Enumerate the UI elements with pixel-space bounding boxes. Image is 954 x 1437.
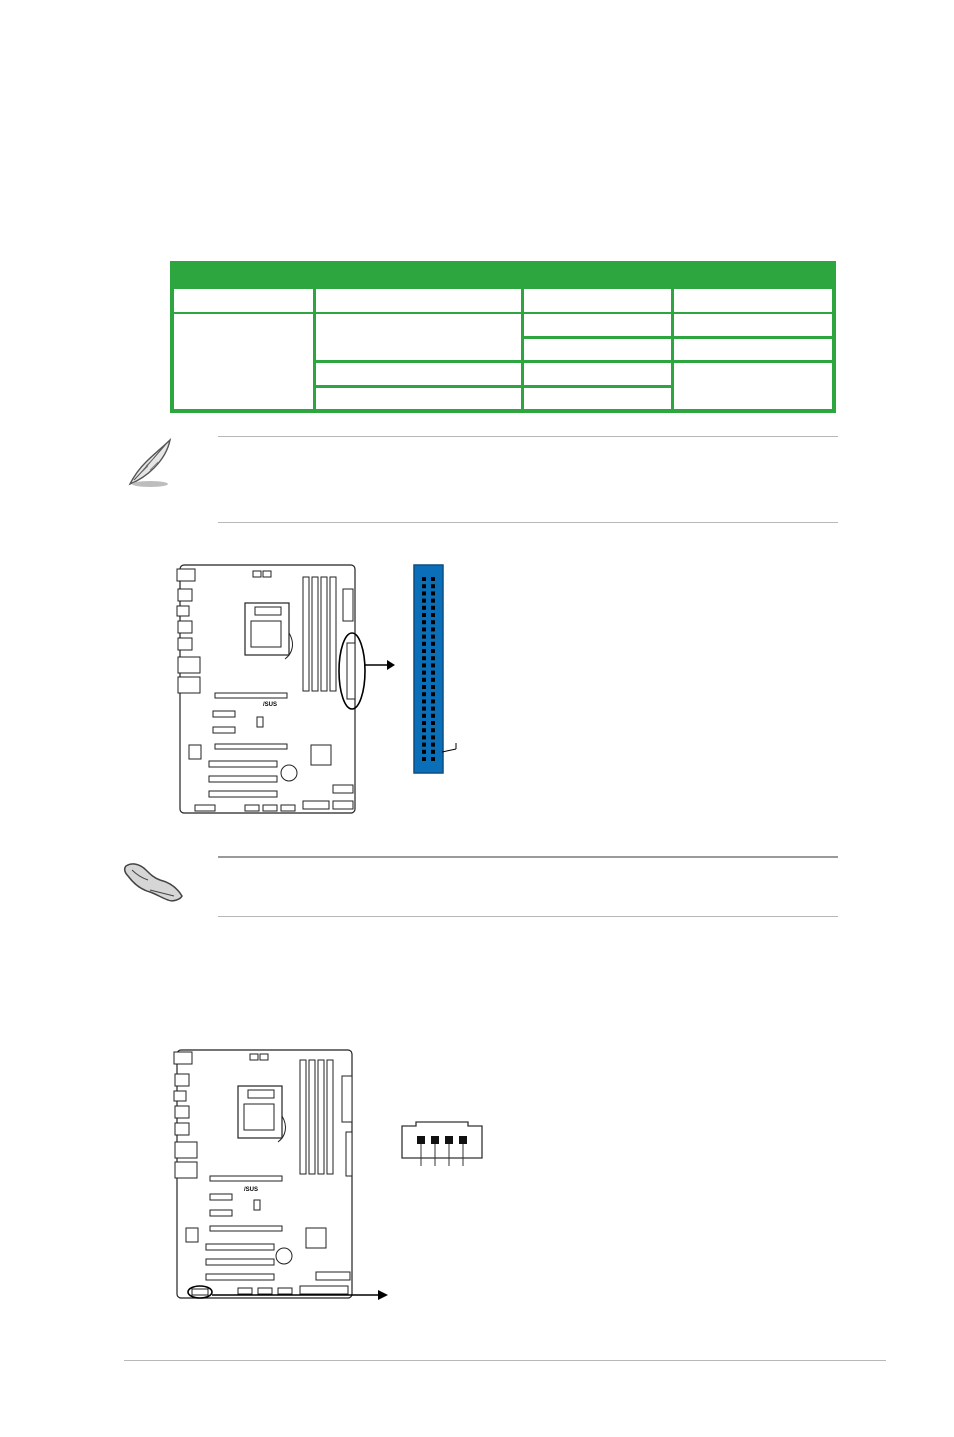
table-cell [674,289,832,312]
ide-pin [431,671,435,675]
table-cell [674,363,832,409]
table-cell [524,314,671,336]
ide-pin [431,591,435,595]
ide-pin [431,750,435,754]
ide-pin [422,584,426,588]
table-cell [316,388,521,409]
ide-pin [431,606,435,610]
ide-pin [431,627,435,631]
table-cell [316,363,521,385]
ide-pin [422,613,426,617]
ide-pin [422,642,426,646]
ide-pin [431,642,435,646]
ide-pin [422,714,426,718]
ide-pin [431,599,435,603]
ide-pin [422,656,426,660]
ide-pin [431,635,435,639]
ide-pin [422,750,426,754]
ide-pin [431,663,435,667]
ide-connector-diagram [412,563,472,777]
ide-pin [431,743,435,747]
pen-nib-icon [124,436,174,488]
specification-table [170,261,836,413]
ide-pin [422,635,426,639]
ide-pin [422,699,426,703]
ide-pin [422,577,426,581]
ide-pin [431,714,435,718]
ide-pin [422,728,426,732]
table-cell [674,339,832,360]
footer-divider [124,1360,886,1361]
table-cell [524,363,671,385]
pointer-arrow [212,1290,392,1304]
ide-pin [422,627,426,631]
motherboard-diagram-2 [172,1048,392,1304]
table-cell [524,289,671,312]
ide-pin [422,606,426,610]
motherboard-diagram [175,563,445,823]
ide-pin [431,678,435,682]
ide-pin [431,649,435,653]
ide-pin [431,656,435,660]
ide-pin [422,671,426,675]
ide-pin [422,743,426,747]
ide-pin [431,584,435,588]
ide-pin [422,663,426,667]
four-pin-connector-diagram [398,1120,490,1172]
ide-pin [422,678,426,682]
ide-pin [422,721,426,725]
ide-pin [422,692,426,696]
hand-icon [118,852,188,908]
ide-pin [431,707,435,711]
ide-pin [422,735,426,739]
ide-pin [422,599,426,603]
warning-divider-bottom [218,916,838,917]
ide-pin [431,692,435,696]
ide-pin [431,699,435,703]
table-header [170,261,836,287]
ide-pin [422,649,426,653]
ide-pin [431,685,435,689]
ide-pin [422,685,426,689]
ide-pin [431,620,435,624]
note-divider-bottom [218,522,838,523]
ide-pin [431,735,435,739]
warning-divider-top [218,856,838,858]
note-divider-top [218,436,838,437]
ide-pin [431,721,435,725]
table-cell [524,388,671,409]
ide-pin [431,577,435,581]
ide-pin [422,707,426,711]
ide-pin [431,728,435,732]
table-cell [316,289,521,312]
board-brand-logo-2: /SUS [244,1187,259,1193]
ide-pin [422,591,426,595]
table-cell [316,314,521,360]
ide-pin [422,620,426,624]
table-cell [524,339,671,360]
board-brand-logo: /SUS [263,702,278,708]
table-cell [674,314,832,336]
table-cell [174,289,313,312]
ide-pin [431,757,435,761]
ide-pin [422,757,426,761]
table-cell [174,314,313,409]
ide-pin [431,613,435,617]
